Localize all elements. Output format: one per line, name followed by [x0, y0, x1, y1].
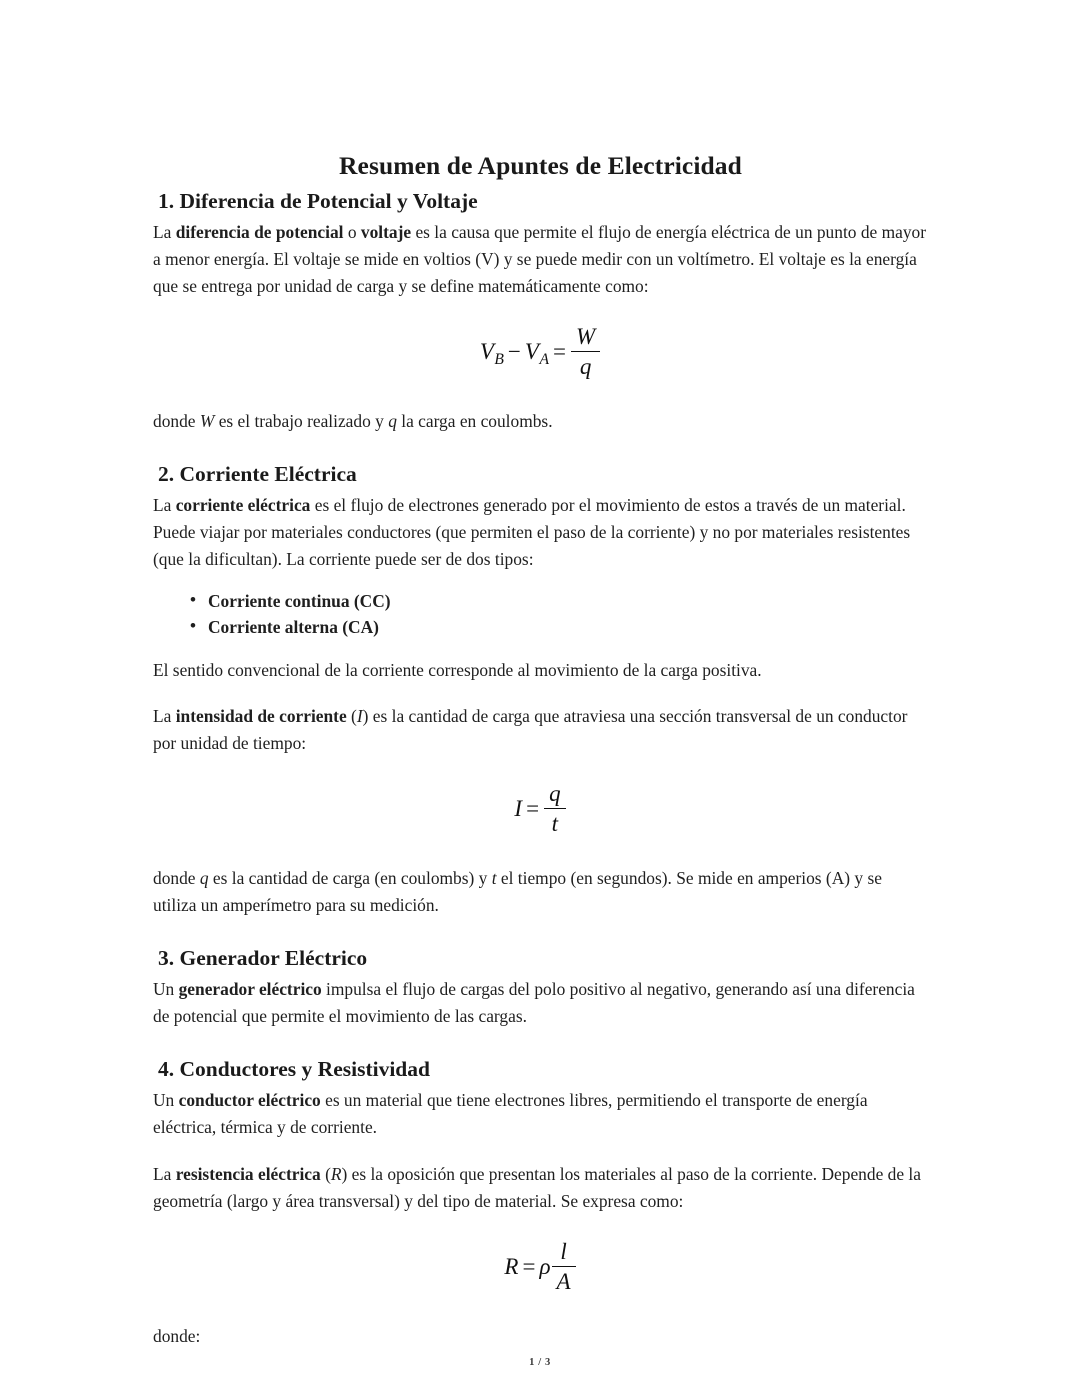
text-fragment: La	[153, 705, 176, 726]
formula-subscript-b: B	[494, 350, 504, 368]
inline-symbol-t: t	[491, 867, 497, 888]
inline-symbol-i: I	[356, 705, 363, 726]
section-1-paragraph-1	[153, 219, 928, 300]
bold-term-diferencia-de-potencial: diferencia de potencial	[175, 221, 344, 242]
formula-resistencia-electrica	[153, 1238, 928, 1297]
text-fragment: La	[153, 221, 176, 242]
inline-symbol-w: W	[199, 411, 215, 432]
formula-symbol-v: V	[479, 339, 494, 365]
text-fragment: Un	[153, 1090, 179, 1111]
section-1-paragraph-2	[153, 408, 928, 435]
formula-numerator-l: l	[552, 1239, 576, 1267]
bold-term-voltaje: voltaje	[360, 221, 412, 242]
formula-denominator-t: t	[551, 810, 559, 836]
section-4-paragraph-2	[153, 1161, 928, 1215]
bold-term-corriente-electrica: corriente eléctrica	[175, 495, 311, 516]
text-fragment: es la cantidad de carga (en coulombs) y	[208, 867, 492, 888]
list-item: • Corriente alterna (CA)	[190, 614, 928, 640]
text-fragment: (	[320, 1163, 331, 1184]
bold-term-conductor-electrico: conductor eléctrico	[178, 1090, 321, 1111]
formula-denominator-q: q	[579, 354, 592, 380]
spacer	[153, 641, 928, 657]
formula-denominator-a: A	[556, 1268, 571, 1294]
formula-fraction-l-over-a	[552, 1239, 576, 1295]
text-fragment: el tiempo (en segundos). Se mide en amperios (A) y se utiliza un amperímetro para su medición.	[153, 867, 882, 915]
section-3-paragraph-1	[153, 976, 928, 1030]
text-fragment: es un material que tiene electrones libres, permitiendo el transporte de energía eléctrica, térmica y de corriente.	[153, 1090, 868, 1138]
formula-fraction-q-over-t	[544, 781, 566, 837]
section-2-paragraph-2: El sentido convencional de la corriente corresponde al movimiento de la carga positiva.	[153, 659, 762, 680]
text-fragment: )	[341, 1163, 348, 1184]
formula-operator-equals: =	[522, 1254, 536, 1280]
formula-intensidad-de-corriente	[153, 783, 928, 839]
section-heading-3: 3. Generador Eléctrico	[158, 946, 368, 971]
text-fragment: es el trabajo realizado y	[214, 411, 389, 432]
section-4-paragraph-1	[153, 1087, 928, 1141]
formula-numerator-w: W	[571, 324, 600, 352]
text-fragment: es la oposición que presentan los materiales al paso de la corriente. Depende de la geometría (largo y área transversal) y del tipo de material. Se expresa como:	[153, 1163, 921, 1211]
section-heading-2: 2. Corriente Eléctrica	[158, 462, 357, 487]
text-fragment: es la causa que permite el flujo de energía eléctrica de un punto de mayor a menor energía. El voltaje se mide en voltios (V) y se puede medir con un voltímetro. El voltaje es la energía que se entrega por unidad de carga y se define matemáticamente como:	[153, 221, 927, 297]
page-number-footer: 1 / 3	[529, 1357, 551, 1368]
section-4-paragraph-3: donde:	[153, 1325, 201, 1346]
text-fragment: donde	[153, 867, 200, 888]
section-2-paragraph-4	[153, 865, 928, 919]
formula-symbol-v: V	[524, 339, 539, 365]
formula-symbol-rho: ρ	[539, 1254, 551, 1280]
bold-term-intensidad-de-corriente: intensidad de corriente	[175, 705, 347, 726]
bold-term-generador-electrico: generador eléctrico	[178, 979, 322, 1000]
section-2-paragraph-1	[153, 492, 928, 573]
formula-symbol-i: I	[514, 796, 523, 822]
section-2-paragraph-3	[153, 703, 928, 757]
text-fragment: es la cantidad de carga que atraviesa una sección transversal de un conductor por unidad de tiempo:	[153, 705, 908, 753]
current-types-list	[153, 588, 928, 641]
text-fragment: impulsa el flujo de cargas del polo positivo al negativo, generando así una diferencia de potencial que permite el movimiento de las cargas.	[153, 979, 915, 1027]
inline-symbol-q: q	[388, 411, 397, 432]
formula-operator-equals: =	[526, 796, 540, 822]
formula-fraction-w-over-q	[571, 324, 600, 380]
text-fragment: La	[153, 495, 176, 516]
formula-numerator-q: q	[544, 781, 566, 809]
page-title: Resumen de Apuntes de Electricidad	[339, 151, 742, 180]
text-fragment: (	[346, 705, 357, 726]
formula-diferencia-de-potencial	[153, 326, 928, 382]
document-content	[153, 150, 928, 1350]
formula-subscript-a: A	[539, 350, 550, 368]
section-heading-1: 1. Diferencia de Potencial y Voltaje	[158, 188, 478, 213]
bold-term-resistencia-electrica: resistencia eléctrica	[175, 1163, 321, 1184]
text-fragment: la carga en coulombs.	[396, 411, 553, 432]
formula-operator-equals: =	[553, 339, 566, 365]
text-fragment: es el flujo de electrones generado por el movimiento de estos a través de un material. Puede viajar por materiales conductores (que permiten el paso de la corriente) y no por materiales resistentes (que la dificultan). La corriente puede ser de dos tipos:	[153, 495, 911, 570]
text-fragment: )	[362, 705, 369, 726]
inline-symbol-r: R	[330, 1163, 342, 1184]
text-fragment: La	[153, 1163, 176, 1184]
list-item: • Corriente continua (CC)	[190, 588, 928, 614]
section-heading-4: 4. Conductores y Resistividad	[158, 1057, 430, 1082]
inline-symbol-q: q	[199, 867, 209, 888]
text-fragment: o	[343, 221, 361, 242]
formula-symbol-r: R	[504, 1254, 519, 1280]
text-fragment: donde	[153, 411, 200, 432]
formula-operator-minus: −	[507, 339, 521, 365]
text-fragment: Un	[153, 979, 179, 1000]
